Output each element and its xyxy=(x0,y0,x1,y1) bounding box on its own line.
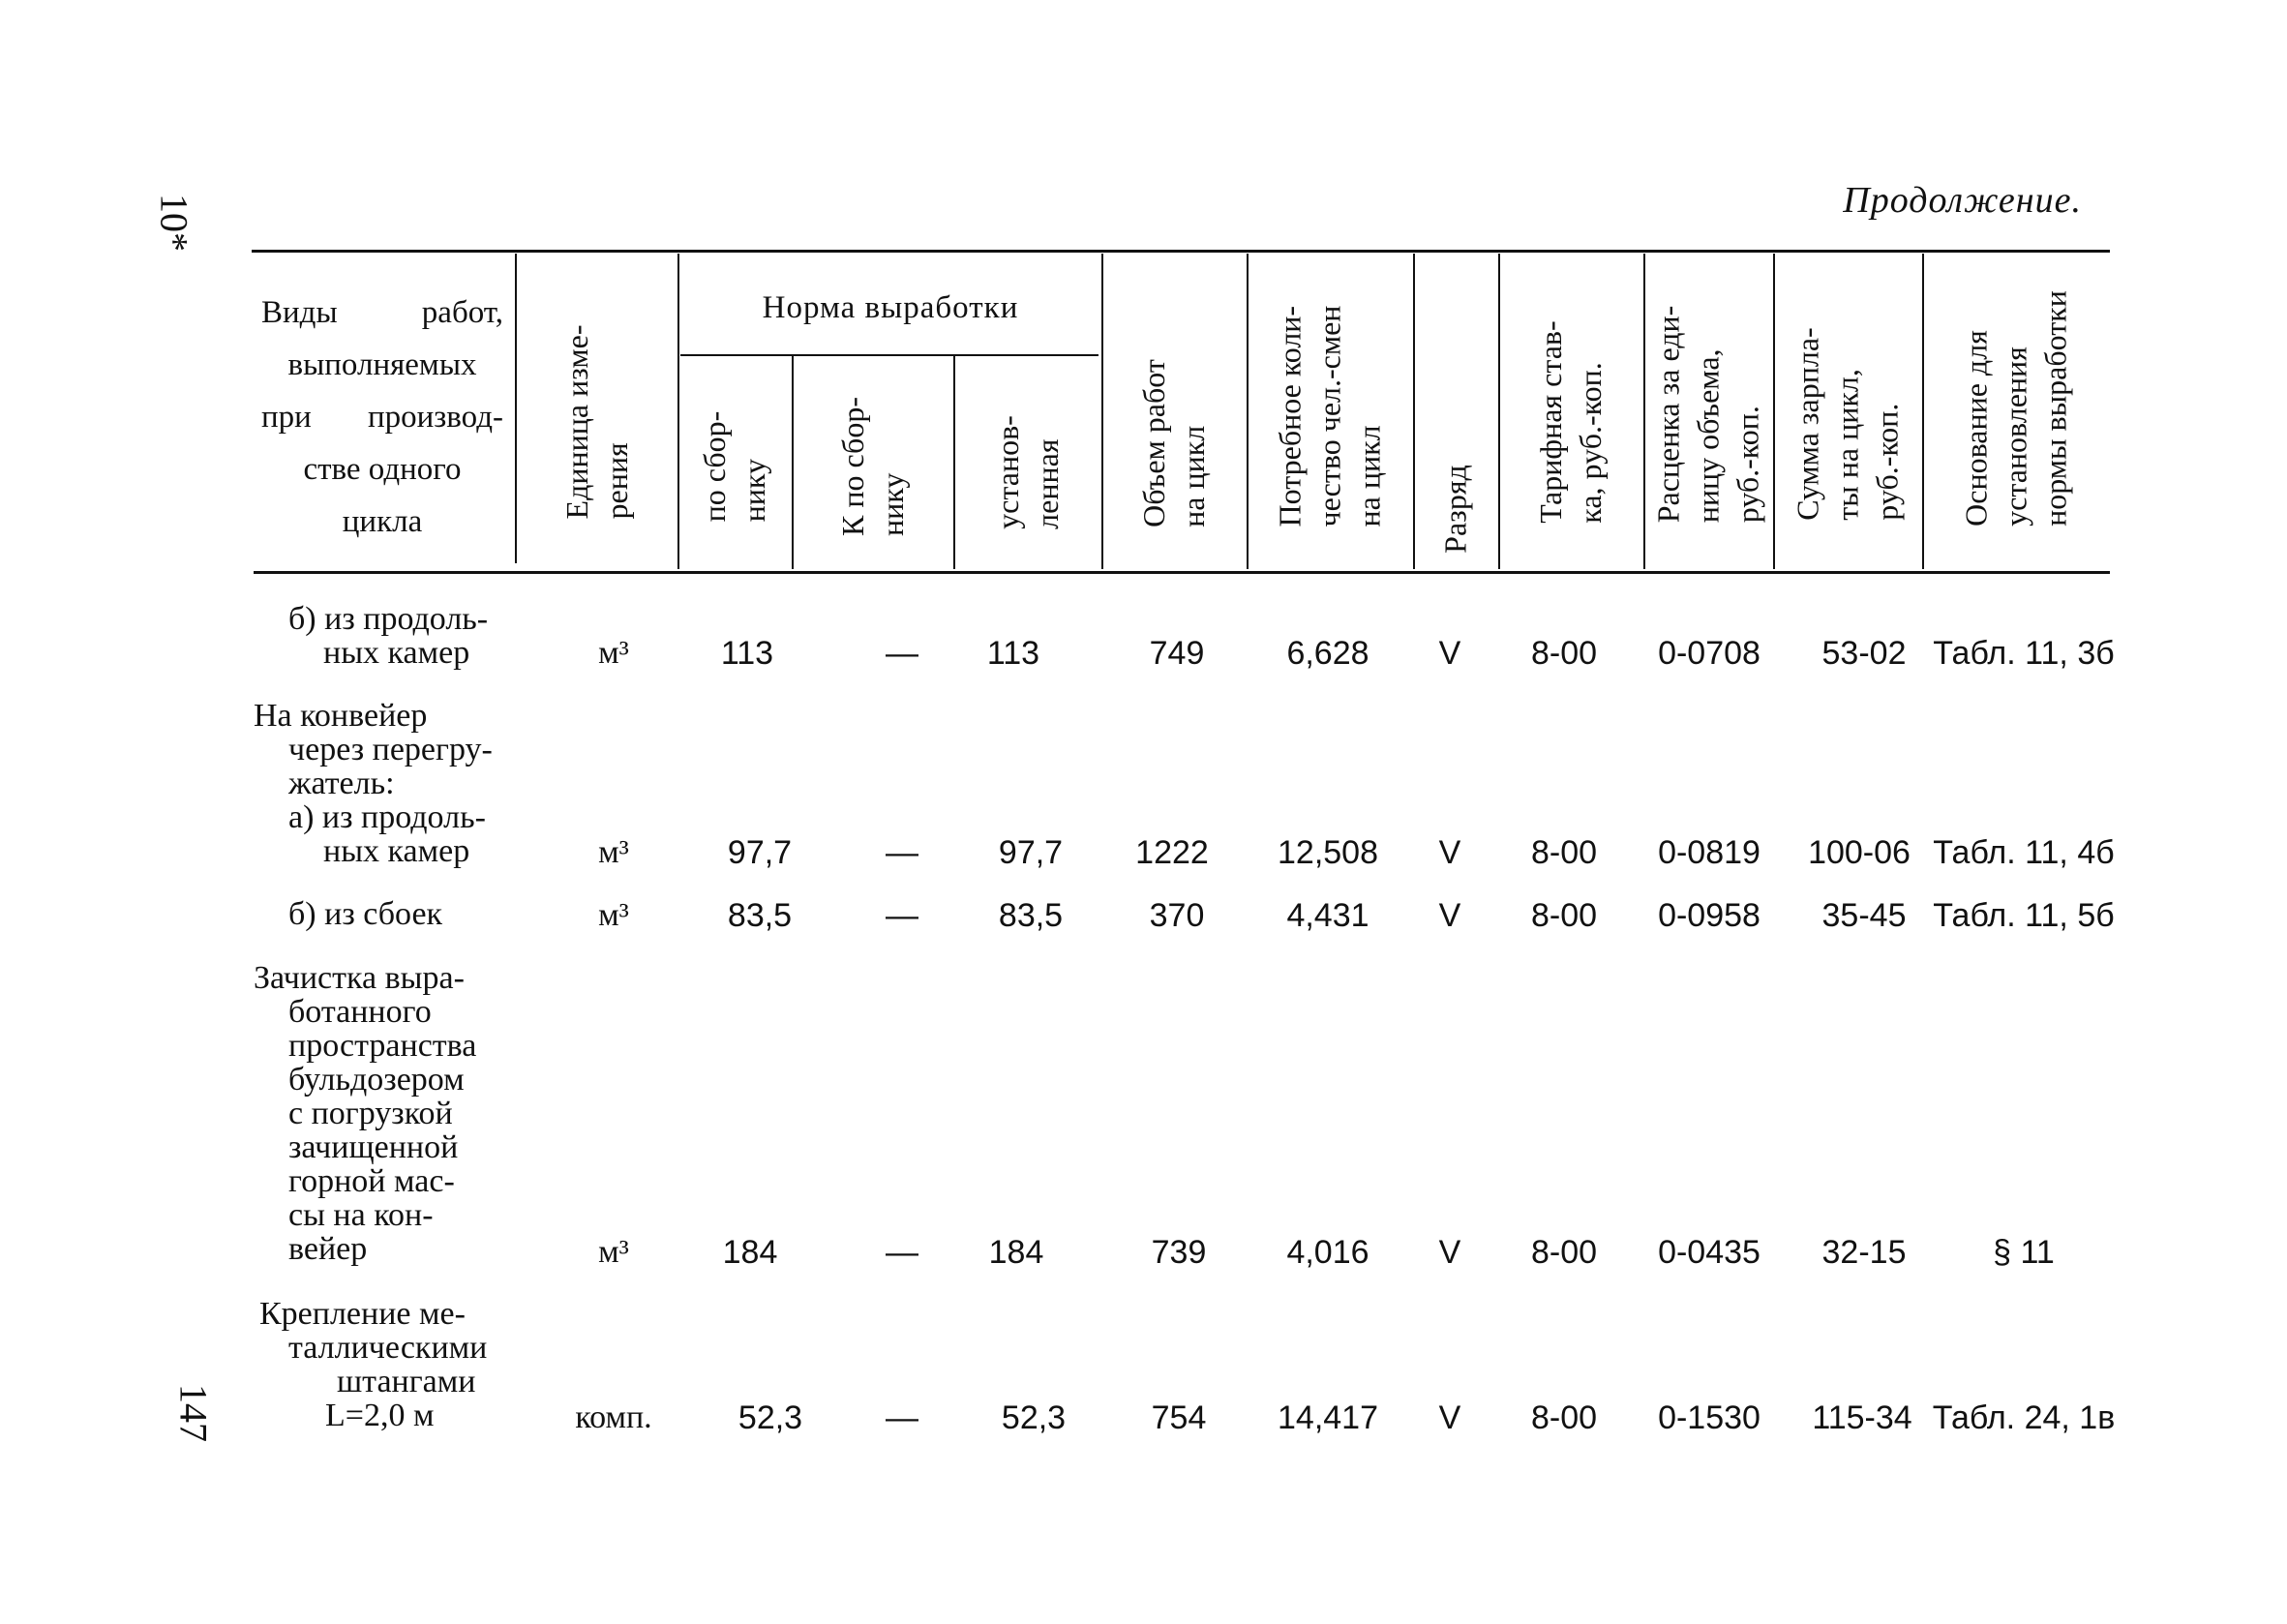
header-grade: Разряд xyxy=(1437,465,1473,554)
table-cell-tariff: 8-00 xyxy=(1530,635,1598,672)
header-man-shifts: Потребное коли- чество чел.-смен на цикл xyxy=(1272,305,1387,527)
row-description: Крепление ме- таллическими штангами L=2,0 м xyxy=(259,1296,488,1433)
table-cell-norm-collection: 83,5 xyxy=(727,897,793,934)
table-cell-basis: Табл. 11, 5б xyxy=(1933,897,2115,934)
table-cell-man-shifts: 14,417 xyxy=(1278,1399,1378,1436)
table-cell-wage: 100-06 xyxy=(1808,834,1911,871)
table-cell-tariff: 8-00 xyxy=(1530,1234,1598,1271)
table-cell-unit: м³ xyxy=(598,834,629,870)
table-cell-volume: 754 xyxy=(1151,1399,1207,1436)
table-cell-coef: — xyxy=(886,635,918,672)
table-cell-man-shifts: 12,508 xyxy=(1278,834,1378,871)
table-cell-coef: — xyxy=(886,834,918,871)
table-cell-coef: — xyxy=(886,1399,918,1436)
table-cell-norm-collection: 184 xyxy=(722,1234,778,1271)
table-cell-wage: 115-34 xyxy=(1812,1399,1912,1436)
table-cell-man-shifts: 6,628 xyxy=(1286,635,1369,672)
table-cell-man-shifts: 4,431 xyxy=(1286,897,1369,934)
table-cell-volume: 1222 xyxy=(1135,834,1209,871)
header-norm-group: Норма выработки xyxy=(762,290,1019,325)
table-cell-basis: § 11 xyxy=(1993,1234,2055,1271)
header-coef-collection: К по сбор- нику xyxy=(835,397,910,536)
page-number: 147 xyxy=(171,1384,216,1442)
table-cell-norm-collection: 97,7 xyxy=(727,834,793,871)
header-bottom-rule xyxy=(254,571,2110,574)
header-wage: Сумма зарпла- ты на цикл, руб.-коп. xyxy=(1790,327,1905,521)
header-norm-collection: по сбор- нику xyxy=(697,410,771,523)
continuation-label: Продолжение. xyxy=(1843,180,2082,221)
table-cell-basis: Табл. 24, 1в xyxy=(1932,1399,2116,1436)
table-cell-unit: комп. xyxy=(575,1399,652,1435)
row-description: Зачистка выра- ботанного пространства бульдозером с погрузкой зачищенной горной мас- сы на кон- вейер xyxy=(254,960,477,1267)
col-divider xyxy=(677,254,679,569)
table-cell-unit: м³ xyxy=(598,1234,629,1270)
table-cell-grade: V xyxy=(1438,1399,1461,1436)
table-cell-grade: V xyxy=(1438,834,1461,871)
table-cell-coef: — xyxy=(886,1234,918,1271)
header-tariff: Тарифная став- ка, руб.-коп. xyxy=(1533,320,1608,524)
table-cell-wage: 32-15 xyxy=(1821,1234,1907,1271)
table-cell-norm-set: 83,5 xyxy=(998,897,1064,934)
col-divider xyxy=(792,356,794,569)
table-cell-coef: — xyxy=(886,897,918,934)
col-divider xyxy=(1101,254,1103,569)
table-cell-unit: м³ xyxy=(598,897,629,933)
table-cell-norm-collection: 113 xyxy=(720,635,774,672)
table-cell-norm-set: 184 xyxy=(988,1234,1044,1271)
table-cell-rate: 0-0435 xyxy=(1658,1234,1760,1271)
table-cell-rate: 0-0958 xyxy=(1658,897,1760,934)
table-cell-wage: 53-02 xyxy=(1821,635,1907,672)
col-divider xyxy=(1498,254,1500,569)
col-divider xyxy=(515,254,517,563)
header-unit: Единица изме- рения xyxy=(559,324,634,520)
table-cell-norm-set: 97,7 xyxy=(998,834,1064,871)
table-top-rule xyxy=(252,250,2110,253)
header-volume: Объем работ на цикл xyxy=(1136,359,1211,527)
table-cell-tariff: 8-00 xyxy=(1530,834,1598,871)
table-cell-rate: 0-0819 xyxy=(1658,834,1760,871)
header-work-type: Виды работ, выполняемых при производ- стве одного цикла xyxy=(261,295,503,539)
col-divider xyxy=(1773,254,1775,569)
table-cell-tariff: 8-00 xyxy=(1530,1399,1598,1436)
table-cell-volume: 749 xyxy=(1149,635,1205,672)
norm-group-rule xyxy=(680,354,1098,356)
table-cell-man-shifts: 4,016 xyxy=(1286,1234,1369,1271)
table-cell-norm-collection: 52,3 xyxy=(737,1399,803,1436)
row-description: б) из сбоек xyxy=(288,896,443,932)
col-divider xyxy=(1413,254,1415,569)
header-norm-set: установ- ленная xyxy=(990,415,1065,529)
col-divider xyxy=(1922,254,1924,569)
col-divider xyxy=(1247,254,1249,569)
row-description: На конвейер через перегру- жатель: а) из продоль- ных камер xyxy=(254,698,493,869)
header-basis: Основание для установления нормы выработки xyxy=(1958,290,2073,526)
table-cell-grade: V xyxy=(1438,635,1461,672)
header-rate: Расценка за еди- ницу объема, руб.-коп. xyxy=(1650,305,1765,524)
table-cell-basis: Табл. 11, 4б xyxy=(1933,834,2115,871)
table-cell-norm-set: 113 xyxy=(986,635,1040,672)
table-cell-volume: 739 xyxy=(1151,1234,1207,1271)
table-cell-volume: 370 xyxy=(1149,897,1205,934)
table-cell-unit: м³ xyxy=(598,635,629,671)
table-cell-wage: 35-45 xyxy=(1821,897,1907,934)
table-cell-grade: V xyxy=(1438,897,1461,934)
signature-mark: 10* xyxy=(152,194,196,252)
table-cell-rate: 0-0708 xyxy=(1658,635,1760,672)
table-cell-norm-set: 52,3 xyxy=(1001,1399,1067,1436)
table-cell-rate: 0-1530 xyxy=(1658,1399,1760,1436)
table-cell-tariff: 8-00 xyxy=(1530,897,1598,934)
table-cell-basis: Табл. 11, 3б xyxy=(1933,635,2115,672)
col-divider xyxy=(1643,254,1645,569)
col-divider xyxy=(953,356,955,569)
table-cell-grade: V xyxy=(1438,1234,1461,1271)
row-description: б) из продоль- ных камер xyxy=(288,601,489,671)
